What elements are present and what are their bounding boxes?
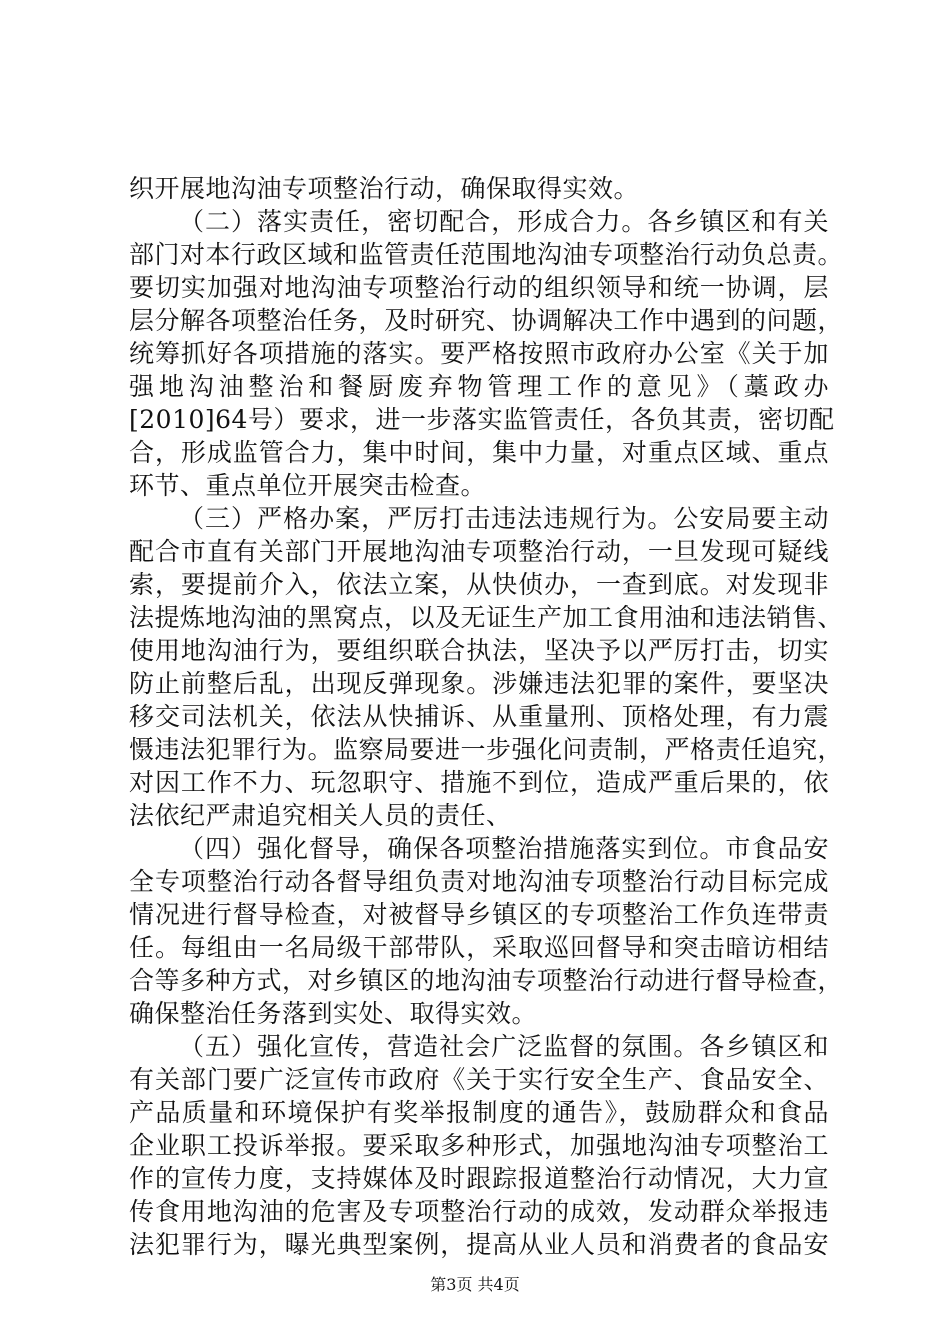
text-line: （五）强化宣传，营造社会广泛监督的氛围。各乡镇区和 bbox=[179, 1032, 829, 1061]
text-line: 移交司法机关，依法从快捕诉、从重量刑、顶格处理，有力震 bbox=[129, 702, 829, 731]
text-line: 要切实加强对地沟油专项整治行动的组织领导和统一协调，层 bbox=[129, 273, 829, 302]
text-line: （三）严格办案，严厉打击违法违规行为。公安局要主动 bbox=[179, 504, 829, 533]
text-line: 层分解各项整治任务，及时研究、协调解决工作中遇到的问题， bbox=[129, 306, 844, 335]
text-line: 对因工作不力、玩忽职守、措施不到位，造成严重后果的，依 bbox=[129, 768, 829, 797]
text-line: 传食用地沟油的危害及专项整治行动的成效，发动群众举报违 bbox=[129, 1197, 829, 1226]
text-line: 确保整治任务落到实处、取得实效。 bbox=[129, 999, 538, 1028]
text-line: 情况进行督导检查，对被督导乡镇区的专项整治工作负连带责 bbox=[129, 900, 829, 929]
text-line: 全专项整治行动各督导组负责对地沟油专项整治行动目标完成 bbox=[129, 867, 829, 896]
text-line: 合等多种方式，对乡镇区的地沟油专项整治行动进行督导检查， bbox=[129, 966, 844, 995]
text-line: [2010]64号）要求，进一步落实监管责任，各负其责，密切配 bbox=[129, 405, 835, 434]
body-paragraphs bbox=[129, 172, 844, 1261]
text-line: 法犯罪行为，曝光典型案例，提高从业人员和消费者的食品安 bbox=[129, 1230, 829, 1259]
text-line: （四）强化督导，确保各项整治措施落实到位。市食品安 bbox=[179, 834, 829, 863]
text-line: 使用地沟油行为，要组织联合执法，坚决予以严厉打击，切实 bbox=[129, 636, 829, 665]
text-line: 慑违法犯罪行为。监察局要进一步强化问责制，严格责任追究， bbox=[129, 735, 844, 764]
text-line: 有关部门要广泛宣传市政府《关于实行安全生产、食品安全、 bbox=[129, 1065, 829, 1094]
page-footer: 第3页 共4页 bbox=[430, 1275, 520, 1294]
text-line: 合，形成监管合力，集中时间，集中力量，对重点区域、重点 bbox=[129, 438, 829, 467]
text-line: 统筹抓好各项措施的落实。要严格按照市政府办公室《关于加 bbox=[129, 339, 829, 368]
text-line: 部门对本行政区域和监管责任范围地沟油专项整治行动负总责。 bbox=[129, 240, 844, 269]
text-line: 强地沟油整治和餐厨废弃物管理工作的意见》（藁政办 bbox=[129, 372, 829, 401]
text-line: 企业职工投诉举报。要采取多种形式，加强地沟油专项整治工 bbox=[129, 1131, 829, 1160]
text-line: 织开展地沟油专项整治行动，确保取得实效。 bbox=[129, 174, 640, 203]
text-line: 环节、重点单位开展突击检查。 bbox=[129, 471, 487, 500]
text-line: 产品质量和环境保护有奖举报制度的通告》，鼓励群众和食品 bbox=[129, 1098, 829, 1127]
text-line: 任。每组由一名局级干部带队，采取巡回督导和突击暗访相结 bbox=[129, 933, 829, 962]
text-line: 防止前整后乱，出现反弹现象。涉嫌违法犯罪的案件，要坚决 bbox=[129, 669, 829, 698]
text-line: 作的宣传力度，支持媒体及时跟踪报道整治行动情况，大力宣 bbox=[129, 1164, 829, 1193]
text-line: （二）落实责任，密切配合，形成合力。各乡镇区和有关 bbox=[179, 207, 829, 236]
text-line: 法依纪严肃追究相关人员的责任、 bbox=[129, 801, 512, 830]
text-line: 索，要提前介入，依法立案，从快侦办，一查到底。对发现非 bbox=[129, 570, 829, 599]
text-line: 法提炼地沟油的黑窝点，以及无证生产加工食用油和违法销售、 bbox=[129, 603, 844, 632]
document-body bbox=[129, 172, 844, 1261]
text-line: 配合市直有关部门开展地沟油专项整治行动，一旦发现可疑线 bbox=[129, 537, 829, 566]
